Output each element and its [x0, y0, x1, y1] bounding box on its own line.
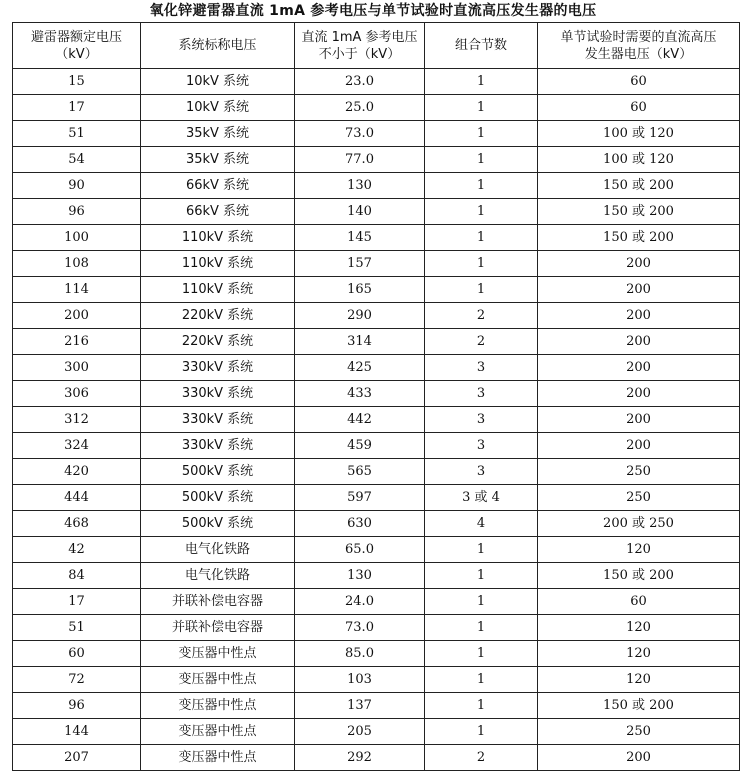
rated-voltage-cell: 420	[13, 459, 141, 485]
generator-voltage-cell: 120	[538, 615, 740, 641]
dc-reference-cell: 630	[295, 511, 425, 537]
dc-reference-cell: 433	[295, 381, 425, 407]
system-voltage-cell: 10kV 系统	[141, 69, 295, 95]
dc-reference-cell: 290	[295, 303, 425, 329]
table-row	[13, 667, 740, 693]
section-count-cell: 1	[425, 251, 538, 277]
generator-voltage-cell: 200	[538, 381, 740, 407]
generator-voltage-cell: 250	[538, 485, 740, 511]
system-voltage-cell: 500kV 系统	[141, 511, 295, 537]
table-title: 氧化锌避雷器直流 1mA 参考电压与单节试验时直流高压发生器的电压	[149, 3, 597, 19]
table-row	[13, 69, 740, 95]
dc-reference-cell: 24.0	[295, 589, 425, 615]
dc-reference-cell: 23.0	[295, 69, 425, 95]
table-row	[13, 407, 740, 433]
rated-voltage-cell: 114	[13, 277, 141, 303]
dc-reference-cell: 165	[295, 277, 425, 303]
section-count-cell: 3 或 4	[425, 485, 538, 511]
table-row	[13, 485, 740, 511]
table-row	[13, 719, 740, 745]
system-voltage-cell: 220kV 系统	[141, 329, 295, 355]
rated-voltage-cell: 207	[13, 745, 141, 771]
generator-voltage-cell: 250	[538, 719, 740, 745]
rated-voltage-cell: 17	[13, 589, 141, 615]
system-voltage-cell: 电气化铁路	[141, 563, 295, 589]
section-count-cell: 2	[425, 329, 538, 355]
generator-voltage-cell: 150 或 200	[538, 693, 740, 719]
header-section-count: 组合节数	[425, 23, 538, 69]
dc-reference-cell: 77.0	[295, 147, 425, 173]
table-row	[13, 589, 740, 615]
generator-voltage-cell: 250	[538, 459, 740, 485]
system-voltage-cell: 35kV 系统	[141, 121, 295, 147]
section-count-cell: 1	[425, 667, 538, 693]
section-count-cell: 4	[425, 511, 538, 537]
dc-reference-cell: 597	[295, 485, 425, 511]
table-row	[13, 329, 740, 355]
section-count-cell: 3	[425, 407, 538, 433]
section-count-cell: 1	[425, 147, 538, 173]
section-count-cell: 1	[425, 719, 538, 745]
section-count-cell: 3	[425, 381, 538, 407]
system-voltage-cell: 66kV 系统	[141, 199, 295, 225]
rated-voltage-cell: 54	[13, 147, 141, 173]
rated-voltage-cell: 90	[13, 173, 141, 199]
system-voltage-cell: 变压器中性点	[141, 719, 295, 745]
rated-voltage-cell: 84	[13, 563, 141, 589]
system-voltage-cell: 110kV 系统	[141, 251, 295, 277]
rated-voltage-cell: 96	[13, 199, 141, 225]
generator-voltage-cell: 200	[538, 277, 740, 303]
rated-voltage-cell: 312	[13, 407, 141, 433]
section-count-cell: 1	[425, 277, 538, 303]
table-row	[13, 147, 740, 173]
table-row	[13, 537, 740, 563]
generator-voltage-cell: 150 或 200	[538, 225, 740, 251]
generator-voltage-cell: 200	[538, 407, 740, 433]
system-voltage-cell: 330kV 系统	[141, 355, 295, 381]
header-row	[13, 23, 740, 69]
dc-reference-cell: 103	[295, 667, 425, 693]
table-row	[13, 693, 740, 719]
section-count-cell: 2	[425, 745, 538, 771]
table-row	[13, 303, 740, 329]
section-count-cell: 1	[425, 563, 538, 589]
rated-voltage-cell: 444	[13, 485, 141, 511]
generator-voltage-cell: 60	[538, 95, 740, 121]
generator-voltage-cell: 200	[538, 745, 740, 771]
table-row	[13, 199, 740, 225]
table-row	[13, 95, 740, 121]
system-voltage-cell: 220kV 系统	[141, 303, 295, 329]
system-voltage-cell: 并联补偿电容器	[141, 589, 295, 615]
rated-voltage-cell: 96	[13, 693, 141, 719]
dc-reference-cell: 65.0	[295, 537, 425, 563]
system-voltage-cell: 500kV 系统	[141, 485, 295, 511]
rated-voltage-cell: 216	[13, 329, 141, 355]
table-row	[13, 355, 740, 381]
generator-voltage-cell: 120	[538, 667, 740, 693]
dc-reference-cell: 442	[295, 407, 425, 433]
dc-reference-cell: 205	[295, 719, 425, 745]
system-voltage-cell: 并联补偿电容器	[141, 615, 295, 641]
dc-reference-cell: 73.0	[295, 121, 425, 147]
generator-voltage-cell: 120	[538, 641, 740, 667]
section-count-cell: 1	[425, 615, 538, 641]
table-row	[13, 563, 740, 589]
rated-voltage-cell: 51	[13, 121, 141, 147]
table-row	[13, 225, 740, 251]
dc-reference-cell: 145	[295, 225, 425, 251]
generator-voltage-cell: 120	[538, 537, 740, 563]
section-count-cell: 1	[425, 173, 538, 199]
generator-voltage-cell: 100 或 120	[538, 121, 740, 147]
section-count-cell: 1	[425, 69, 538, 95]
table-row	[13, 381, 740, 407]
table-row	[13, 173, 740, 199]
generator-voltage-cell: 200	[538, 303, 740, 329]
generator-voltage-cell: 200 或 250	[538, 511, 740, 537]
section-count-cell: 1	[425, 199, 538, 225]
system-voltage-cell: 500kV 系统	[141, 459, 295, 485]
system-voltage-cell: 330kV 系统	[141, 381, 295, 407]
generator-voltage-cell: 200	[538, 433, 740, 459]
dc-reference-cell: 565	[295, 459, 425, 485]
dc-reference-cell: 292	[295, 745, 425, 771]
table-row	[13, 277, 740, 303]
section-count-cell: 1	[425, 225, 538, 251]
rated-voltage-cell: 300	[13, 355, 141, 381]
rated-voltage-cell: 42	[13, 537, 141, 563]
generator-voltage-cell: 150 或 200	[538, 563, 740, 589]
system-voltage-cell: 变压器中性点	[141, 745, 295, 771]
system-voltage-cell: 变压器中性点	[141, 693, 295, 719]
generator-voltage-cell: 200	[538, 355, 740, 381]
dc-reference-cell: 314	[295, 329, 425, 355]
dc-reference-cell: 459	[295, 433, 425, 459]
generator-voltage-cell: 150 或 200	[538, 199, 740, 225]
rated-voltage-cell: 306	[13, 381, 141, 407]
dc-reference-cell: 140	[295, 199, 425, 225]
dc-reference-cell: 25.0	[295, 95, 425, 121]
table-row	[13, 459, 740, 485]
section-count-cell: 1	[425, 693, 538, 719]
table-row	[13, 745, 740, 771]
generator-voltage-cell: 60	[538, 589, 740, 615]
system-voltage-cell: 变压器中性点	[141, 641, 295, 667]
header-generator-voltage: 单节试验时需要的直流高压 发生器电压（kV）	[538, 23, 740, 69]
header-system-voltage: 系统标称电压	[141, 23, 295, 69]
dc-reference-cell: 85.0	[295, 641, 425, 667]
rated-voltage-cell: 468	[13, 511, 141, 537]
table-body	[13, 69, 740, 771]
system-voltage-cell: 35kV 系统	[141, 147, 295, 173]
table-row	[13, 641, 740, 667]
generator-voltage-cell: 60	[538, 69, 740, 95]
system-voltage-cell: 10kV 系统	[141, 95, 295, 121]
rated-voltage-cell: 51	[13, 615, 141, 641]
system-voltage-cell: 变压器中性点	[141, 667, 295, 693]
generator-voltage-cell: 200	[538, 251, 740, 277]
generator-voltage-cell: 100 或 120	[538, 147, 740, 173]
rated-voltage-cell: 200	[13, 303, 141, 329]
section-count-cell: 3	[425, 433, 538, 459]
rated-voltage-cell: 17	[13, 95, 141, 121]
rated-voltage-cell: 60	[13, 641, 141, 667]
dc-reference-cell: 130	[295, 563, 425, 589]
generator-voltage-cell: 150 或 200	[538, 173, 740, 199]
system-voltage-cell: 66kV 系统	[141, 173, 295, 199]
section-count-cell: 1	[425, 537, 538, 563]
table-row	[13, 433, 740, 459]
section-count-cell: 1	[425, 121, 538, 147]
rated-voltage-cell: 324	[13, 433, 141, 459]
rated-voltage-cell: 108	[13, 251, 141, 277]
table-row	[13, 251, 740, 277]
system-voltage-cell: 110kV 系统	[141, 225, 295, 251]
table-row	[13, 511, 740, 537]
rated-voltage-cell: 15	[13, 69, 141, 95]
section-count-cell: 1	[425, 95, 538, 121]
dc-reference-cell: 425	[295, 355, 425, 381]
arrester-voltage-table	[12, 22, 740, 771]
table-row	[13, 615, 740, 641]
generator-voltage-cell: 200	[538, 329, 740, 355]
rated-voltage-cell: 100	[13, 225, 141, 251]
system-voltage-cell: 330kV 系统	[141, 433, 295, 459]
system-voltage-cell: 330kV 系统	[141, 407, 295, 433]
dc-reference-cell: 130	[295, 173, 425, 199]
section-count-cell: 2	[425, 303, 538, 329]
dc-reference-cell: 137	[295, 693, 425, 719]
section-count-cell: 1	[425, 641, 538, 667]
system-voltage-cell: 110kV 系统	[141, 277, 295, 303]
dc-reference-cell: 157	[295, 251, 425, 277]
table-row	[13, 121, 740, 147]
system-voltage-cell: 电气化铁路	[141, 537, 295, 563]
rated-voltage-cell: 72	[13, 667, 141, 693]
section-count-cell: 1	[425, 589, 538, 615]
section-count-cell: 3	[425, 459, 538, 485]
header-rated-voltage: 避雷器额定电压 （kV）	[13, 23, 141, 69]
header-dc-reference-voltage: 直流 1mA 参考电压 不小于（kV）	[295, 23, 425, 69]
section-count-cell: 3	[425, 355, 538, 381]
rated-voltage-cell: 144	[13, 719, 141, 745]
dc-reference-cell: 73.0	[295, 615, 425, 641]
